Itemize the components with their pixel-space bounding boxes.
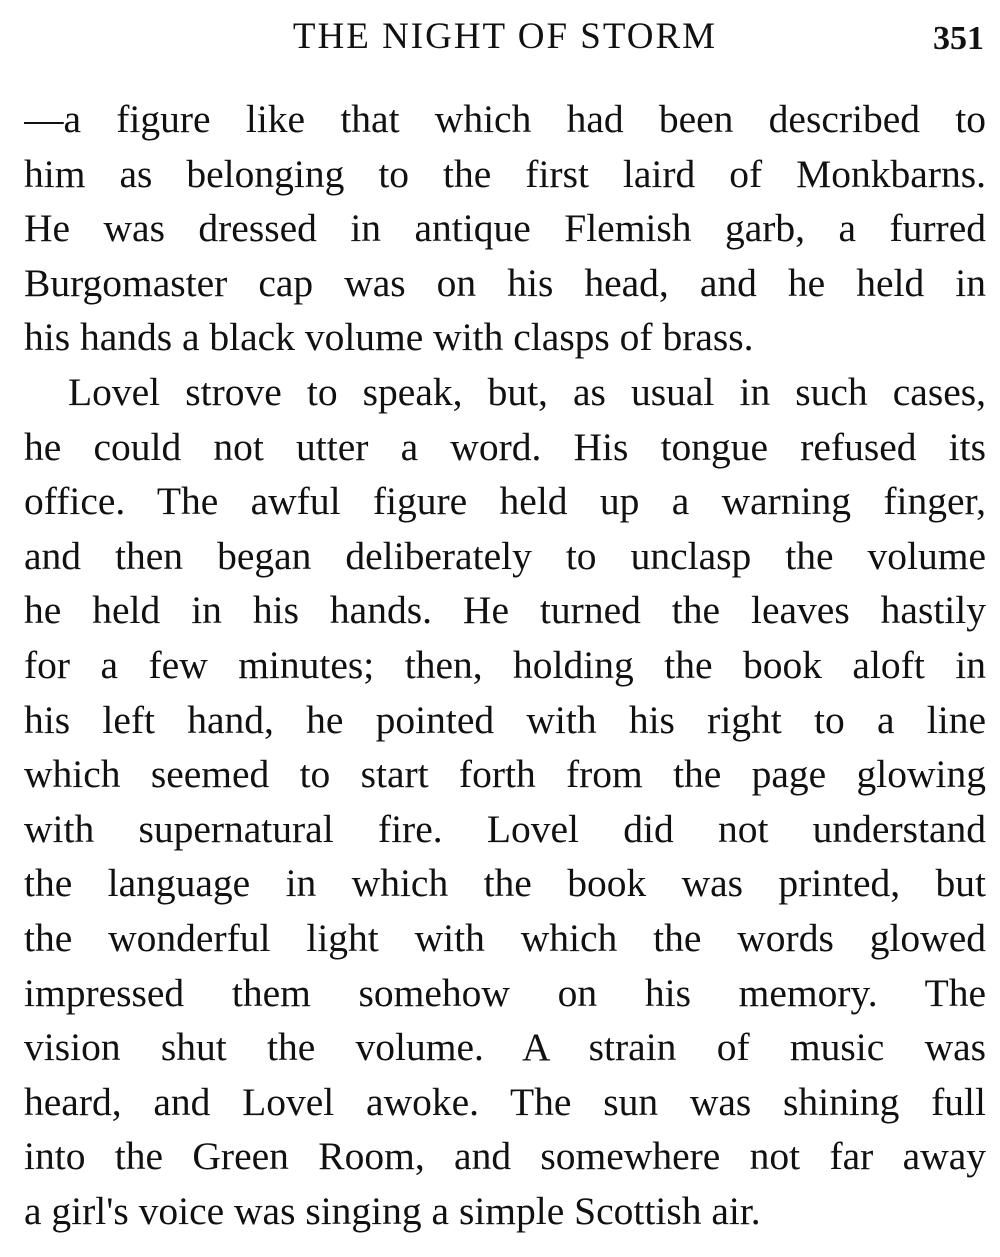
text-line: his hands a black volume with clasps of brass. xyxy=(24,315,754,360)
text-line: a girl's voice was singing a simple Scottish air. xyxy=(24,1188,761,1233)
text-line: he held in his hands. He turned the leaves hastily xyxy=(24,588,986,633)
text-line: with supernatural fire. Lovel did not understand xyxy=(24,806,986,851)
text-line: he could not utter a word. His tongue refused its xyxy=(24,424,986,469)
text-line: into the Green Room, and somewhere not far away xyxy=(24,1134,986,1179)
text-line: heard, and Lovel awoke. The sun was shining full xyxy=(24,1079,986,1124)
text-line: Burgomaster cap was on his head, and he held in xyxy=(24,260,986,305)
text-line: —a figure like that which had been described to xyxy=(24,97,986,141)
body-text xyxy=(24,92,986,1238)
running-title: THE NIGHT OF STORM xyxy=(292,16,718,57)
text-line: impressed them somehow on his memory. The xyxy=(24,970,986,1015)
text-line: vision shut the volume. A strain of music was xyxy=(24,1025,986,1070)
text-line: office. The awful figure held up a warning finger, xyxy=(24,479,986,524)
text-line: the language in which the book was printed, but xyxy=(24,861,986,906)
running-head xyxy=(22,14,988,64)
paragraph-start-line: Lovel strove to speak, but, as usual in such cases, xyxy=(68,369,986,414)
text-line: and then began deliberately to unclasp the volume xyxy=(24,533,986,578)
page-number: 351 xyxy=(933,20,984,57)
text-line: for a few minutes; then, holding the book aloft in xyxy=(24,642,986,687)
text-line: He was dressed in antique Flemish garb, a furred xyxy=(24,206,986,251)
text-line: the wonderful light with which the words glowed xyxy=(24,915,986,960)
text-line: him as belonging to the first laird of Monkbarns. xyxy=(24,151,986,196)
text-line: which seemed to start forth from the page glowing xyxy=(24,752,986,797)
text-line: his left hand, he pointed with his right to a line xyxy=(24,697,986,742)
